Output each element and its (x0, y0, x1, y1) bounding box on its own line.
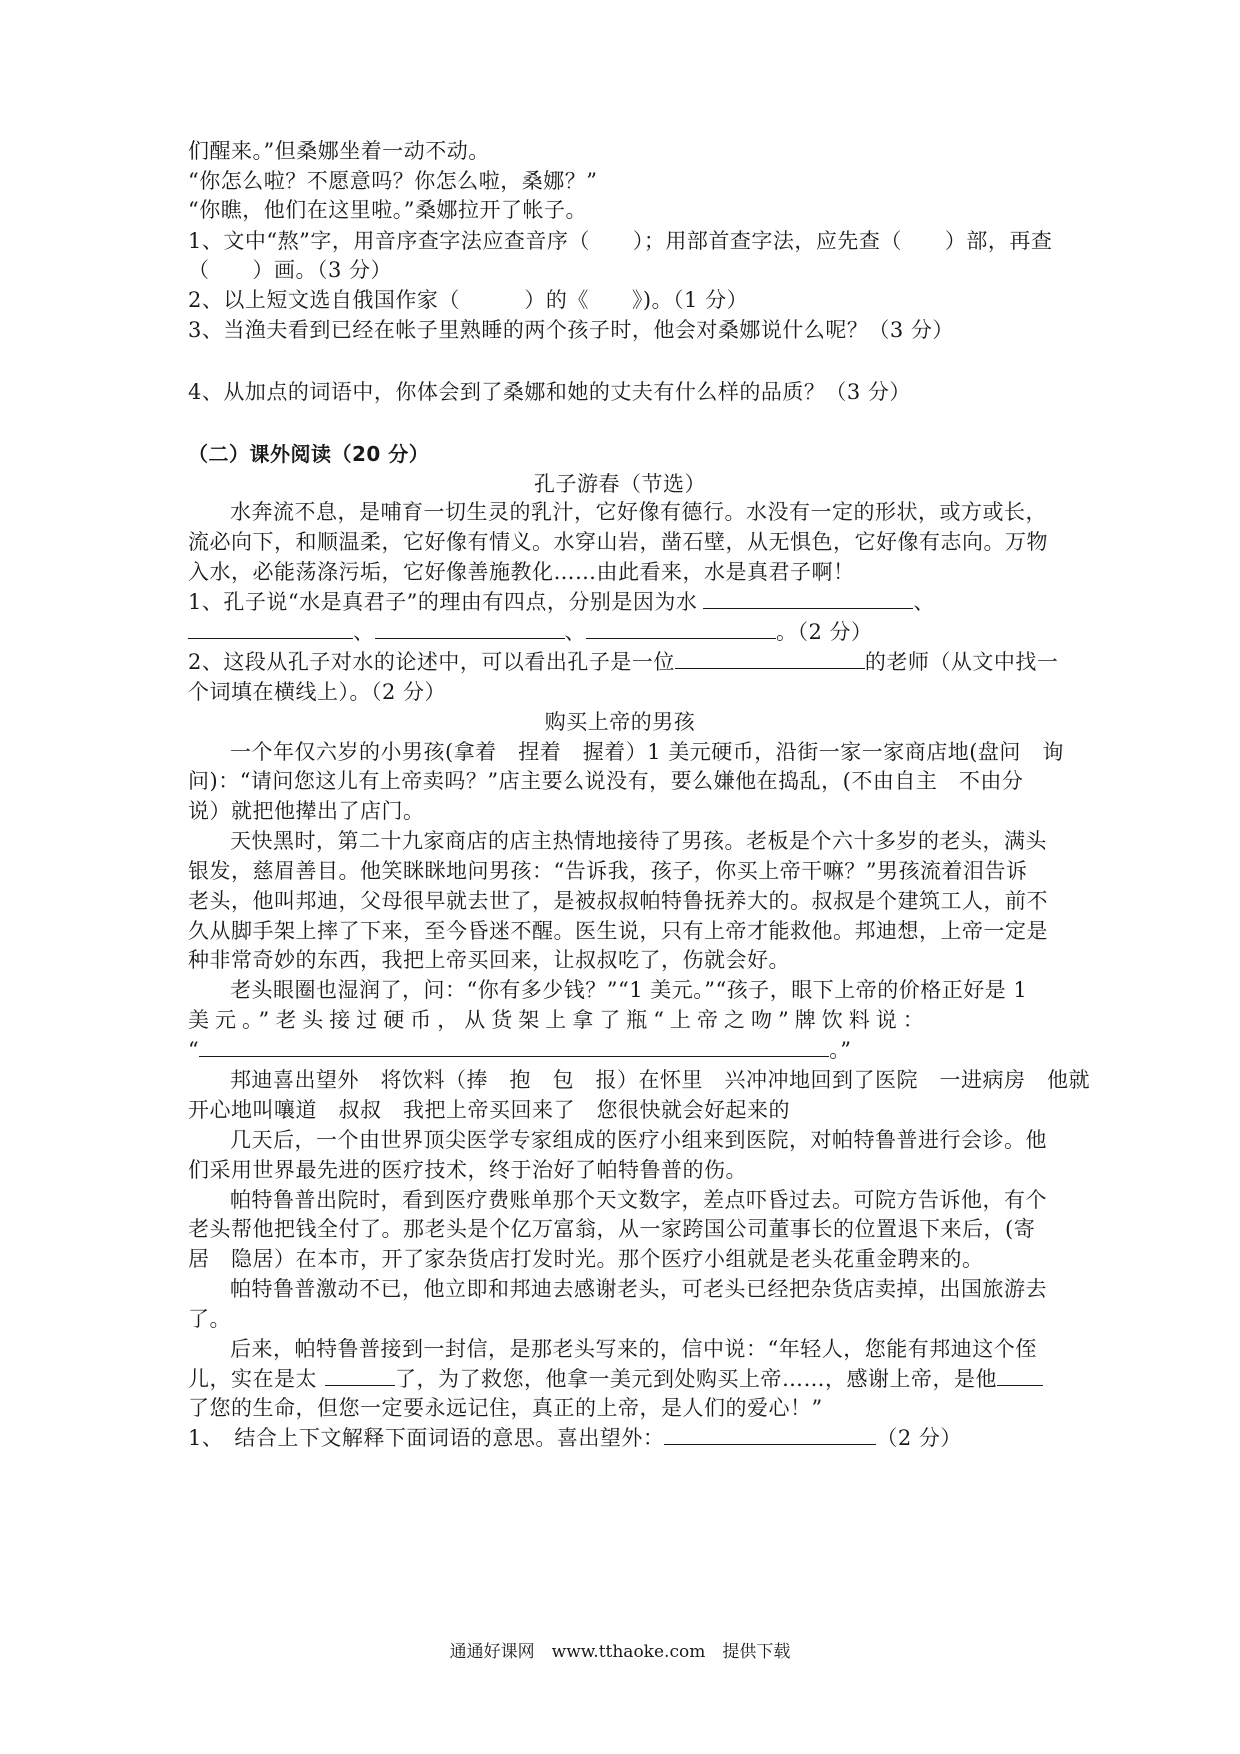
paragraph-line: 后来，帕特鲁普接到一封信，是那老头写来的，信中说：“年轻人，您能有邦迪这个侄 (230, 1337, 1037, 1361)
question-line (188, 648, 1058, 676)
paragraph-line: 流必向下，和顺温柔，它好像有情义。水穿山岩，凿石壁，从无惧色，它好像有志向。万物 (188, 530, 1048, 554)
question-score: 。（2 分） (776, 620, 873, 644)
text-line: 们醒来。”但桑娜坐着一动不动。 (188, 139, 490, 163)
answer-blank[interactable] (586, 618, 776, 639)
paragraph-line: 美元。”老头接过硬币，从货架上拿了瓶“上帝之吻”牌饮料说： (188, 1008, 930, 1032)
footer: 通通好课网 www.tthaoke.com 提供下载 (449, 1642, 791, 1662)
separator: 、 (564, 620, 586, 644)
paragraph-line (188, 1365, 1058, 1393)
question-text: 的老师（从文中找一 (864, 650, 1059, 674)
question-line (188, 1424, 1058, 1452)
answer-blank[interactable] (664, 1424, 876, 1445)
answer-blank[interactable] (703, 588, 913, 609)
passage-title: 购买上帝的男孩 (544, 710, 696, 734)
separator: 、 (353, 620, 375, 644)
paragraph-line: 了。 (188, 1307, 231, 1331)
question-text: 2、这段从孔子对水的论述中，可以看出孔子是一位 (188, 650, 675, 674)
paragraph-line: 帕特鲁普激动不已，他立即和邦迪去感谢老头，可老头已经把杂货店卖掉，出国旅游去 (230, 1277, 1047, 1301)
paragraph-line: 几天后，一个由世界顶尖医学专家组成的医疗小组来到医院，对帕特鲁普进行会诊。他 (230, 1128, 1047, 1152)
paragraph-line: 久从脚手架上摔了下来，至今昏迷不醒。医生说，只有上帝才能救他。邦迪想，上帝一定是 (188, 919, 1048, 943)
paragraph-line: 居 隐居）在本市，开了家杂货店打发时光。那个医疗小组就是老头花重金聘来的。 (188, 1247, 984, 1271)
paragraph-line (188, 1036, 1058, 1064)
answer-blank[interactable] (675, 648, 865, 669)
paragraph-line: 天快黑时，第二十九家商店的店主热情地接待了男孩。老板是个六十多岁的老头，满头 (230, 829, 1047, 853)
question-text: 1、 结合上下文解释下面词语的意思。喜出望外： (188, 1426, 665, 1450)
separator: 、 (913, 590, 935, 614)
question-4: 4、从加点的词语中，你体会到了桑娜和她的丈夫有什么样的品质？（3 分） (188, 380, 911, 404)
paragraph-line: 种非常奇妙的东西，我把上帝买回来，让叔叔吃了，伤就会好。 (188, 948, 790, 972)
paragraph-line: 邦迪喜出望外 将饮料（捧 抱 包 报）在怀里 兴冲冲地回到了医院 一进病房 他就 (230, 1068, 1090, 1092)
paragraph-text: 儿，实在是太 (188, 1367, 317, 1391)
answer-blank[interactable] (325, 1365, 395, 1386)
paragraph-line: 老头眼圈也湿润了，问：“你有多少钱？”“1 美元。”“孩子，眼下上帝的价格正好是 1 (230, 978, 1028, 1002)
paragraph-line: 水奔流不息，是哺育一切生灵的乳汁，它好像有德行。水没有一定的形状，或方或长， (230, 500, 1047, 524)
paragraph-line: 老头，他叫邦迪，父母很早就去世了，是被叔叔帕特鲁抚养大的。叔叔是个建筑工人，前不 (188, 889, 1048, 913)
question-line (188, 588, 1058, 616)
answer-blank[interactable] (188, 618, 353, 639)
paragraph-line: 老头帮他把钱全付了。那老头是个亿万富翁，从一家跨国公司董事长的位置退下来后，(寄 (188, 1217, 1036, 1241)
paragraph-line: 开心地叫嚷道 叔叔 我把上帝买回来了 您很快就会好起来的 (188, 1098, 790, 1122)
question-line (188, 618, 1058, 646)
paragraph-line: 银发，慈眉善目。他笑眯眯地问男孩：“告诉我，孩子，你买上帝干嘛？”男孩流着泪告诉 (188, 859, 1028, 883)
answer-blank[interactable] (199, 1036, 829, 1057)
question-text: 1、孔子说“水是真君子”的理由有四点，分别是因为水 (188, 590, 698, 614)
answer-blank[interactable] (997, 1365, 1043, 1386)
passage-title: 孔子游春（节选） (534, 472, 706, 496)
paragraph-line: 了您的生命，但您一定要永远记住，真正的上帝，是人们的爱心！” (188, 1396, 823, 1420)
question-1: 1、文中“熬”字，用音序查字法应查音序（ ）；用部首查字法，应先查（ ）部，再查 (188, 229, 1053, 253)
text-line: “你怎么啦？不愿意吗？你怎么啦，桑娜？” (188, 169, 598, 193)
question-score: （2 分） (876, 1426, 962, 1450)
question-line: 个词填在横线上）。（2 分） (188, 680, 447, 704)
paragraph-line: 帕特鲁普出院时，看到医疗费账单那个天文数字，差点吓昏过去。可院方告诉他，有个 (230, 1188, 1047, 1212)
paragraph-text: 了，为了救您，他拿一美元到处购买上帝……，感谢上帝，是他 (395, 1367, 997, 1391)
quote-close: 。” (829, 1038, 852, 1062)
section-heading: （二）课外阅读（20 分） (188, 442, 430, 466)
paragraph-line: 们采用世界最先进的医疗技术，终于治好了帕特鲁普的伤。 (188, 1158, 747, 1182)
paragraph-line: 入水，必能荡涤污垢，它好像善施教化……由此看来，水是真君子啊！ (188, 560, 855, 584)
paragraph-line: 说）就把他撵出了店门。 (188, 799, 425, 823)
question-2: 2、以上短文选自俄国作家（ ）的《 》)。（1 分） (188, 288, 749, 312)
quote-open: “ (188, 1038, 200, 1062)
answer-blank[interactable] (375, 618, 565, 639)
paragraph-line: 一个年仅六岁的小男孩(拿着 捏着 握着）1 美元硬币，沿街一家一家商店地(盘问 询 (230, 740, 1064, 764)
question-3: 3、当渔夫看到已经在帐子里熟睡的两个孩子时，他会对桑娜说什么呢？（3 分） (188, 318, 954, 342)
paragraph-line: 问)：“请问您这儿有上帝卖吗？”店主要么说没有，要么嫌他在捣乱，(不由自主 不由分 (188, 769, 1024, 793)
text-line: “你瞧，他们在这里啦。”桑娜拉开了帐子。 (188, 198, 587, 222)
question-1-cont: （ ）画。（3 分） (188, 258, 393, 282)
